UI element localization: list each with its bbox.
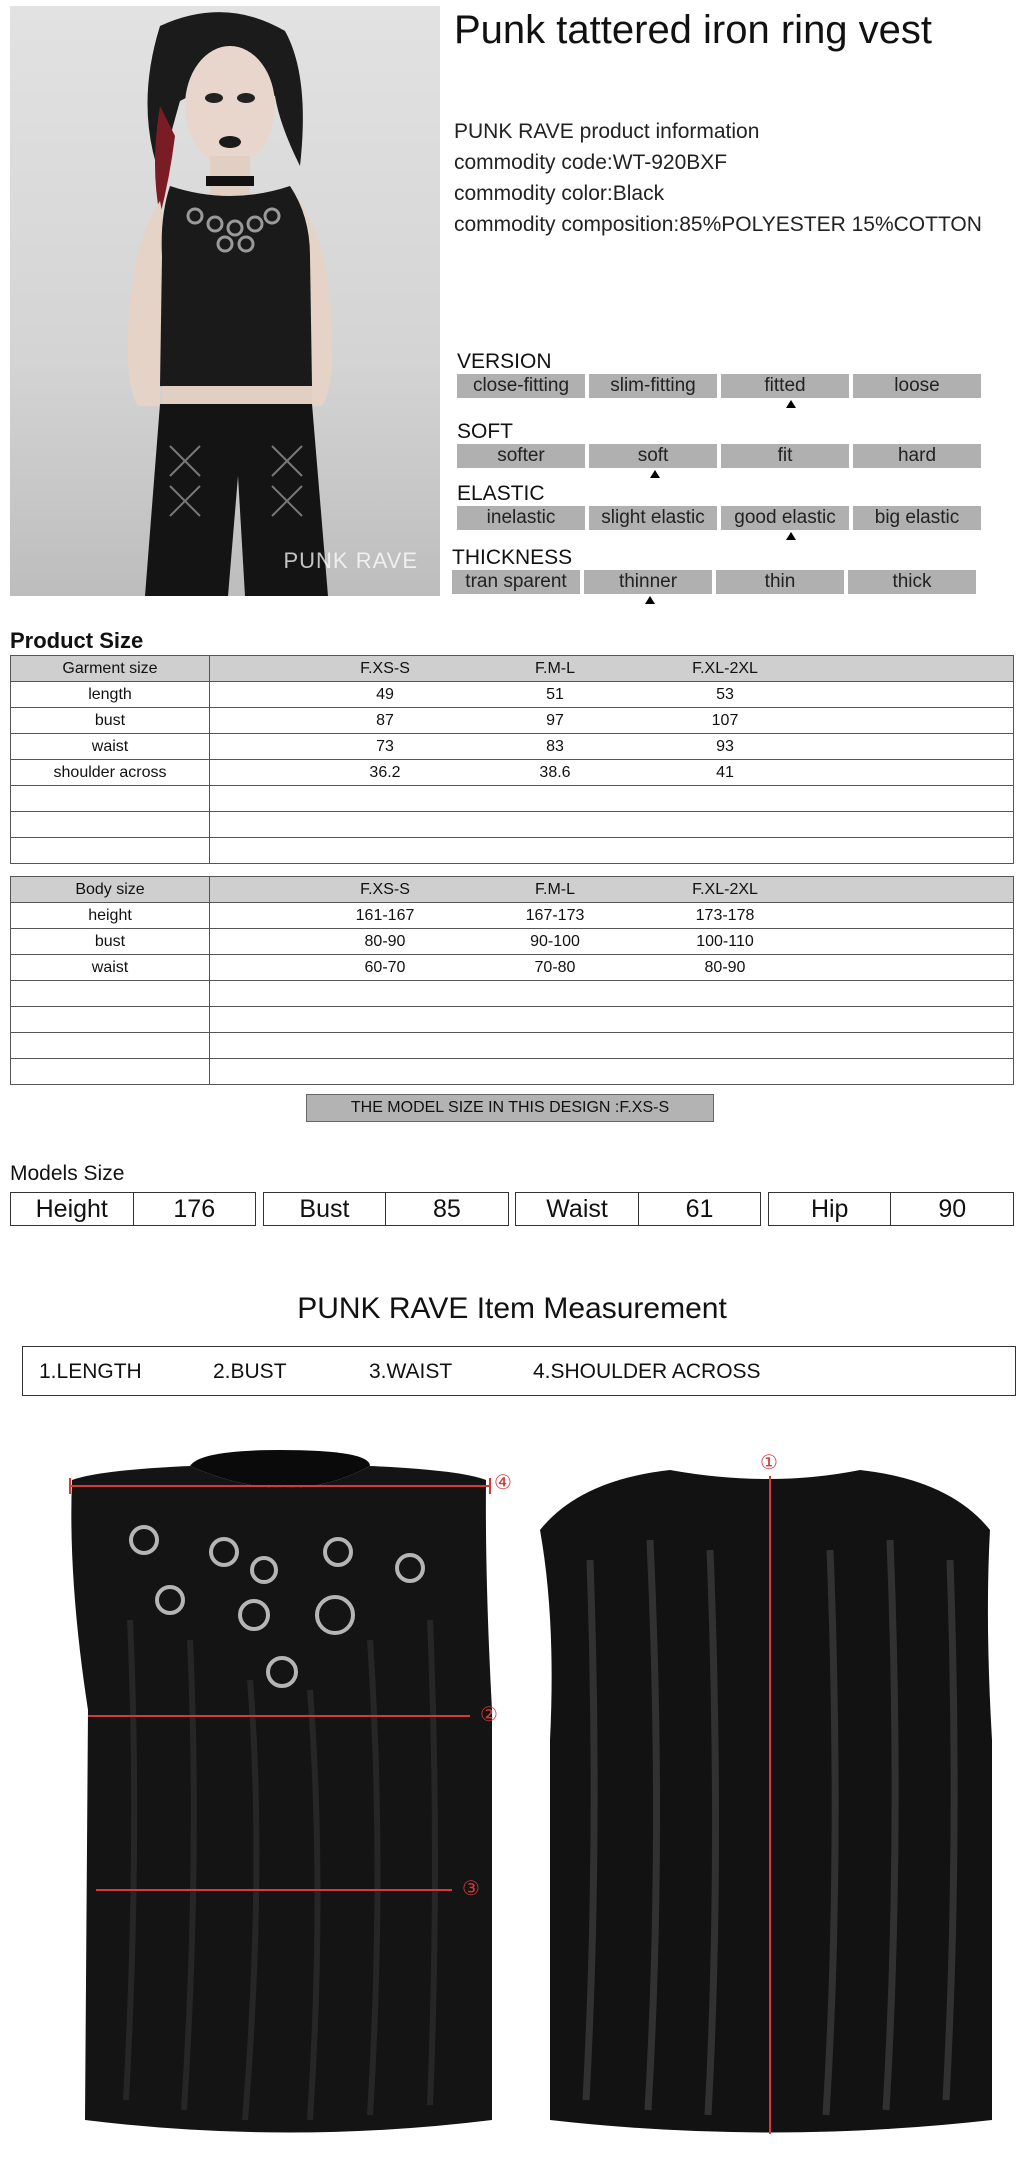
- marker-1-icon: ①: [760, 1452, 778, 1474]
- model-waist: Waist 61: [515, 1192, 761, 1226]
- table-cell: 36.2: [369, 763, 401, 781]
- table-cell: 53: [716, 685, 734, 703]
- table-row: [11, 812, 1014, 838]
- attr-label: THICKNESS: [452, 546, 573, 569]
- scale-option: inelastic: [457, 506, 585, 530]
- table-header: [11, 877, 1014, 903]
- header-cell: F.XL-2XL: [692, 659, 758, 677]
- scale-option: hard: [853, 444, 981, 468]
- scale-option: close-fitting: [457, 374, 585, 398]
- row-label: height: [11, 903, 210, 929]
- scale-option: slim-fitting: [589, 374, 717, 398]
- attribute-soft: [457, 420, 981, 478]
- table-row: [11, 1007, 1014, 1033]
- table-cell: 73: [376, 737, 394, 755]
- header-cell: F.XS-S: [360, 880, 410, 898]
- table-cell: 70-80: [534, 958, 576, 976]
- table-cell: 38.6: [539, 763, 571, 781]
- table-cell: 41: [716, 763, 734, 781]
- row-label: shoulder across: [11, 760, 210, 786]
- table-cell: 80-90: [704, 958, 746, 976]
- row-label: waist: [11, 955, 210, 981]
- model-size-note: THE MODEL SIZE IN THIS DESIGN :F.XS-S: [306, 1094, 714, 1122]
- garment-back: [530, 1440, 1010, 2160]
- legend-bust: 2.BUST: [213, 1360, 287, 1383]
- attr-label: ELASTIC: [457, 482, 545, 505]
- scale-option: thinner: [584, 570, 712, 594]
- measurement-title: PUNK RAVE Item Measurement: [297, 1292, 727, 1325]
- models-size-title: Models Size: [10, 1162, 125, 1185]
- table-cell: 100-110: [696, 932, 754, 950]
- attribute-version: [457, 350, 981, 408]
- table-row: [11, 981, 1014, 1007]
- product-photo: [10, 6, 440, 596]
- table-row: [11, 929, 1014, 955]
- marker-3-icon: ③: [462, 1878, 480, 1900]
- body-size-table: [10, 876, 1014, 1085]
- table-row: [11, 734, 1014, 760]
- table-cell: 97: [546, 711, 564, 729]
- scale-option: fitted: [721, 374, 849, 398]
- selected-marker: [786, 532, 796, 540]
- scale-option: soft: [589, 444, 717, 468]
- product-info: [454, 116, 982, 240]
- models-size-row: [10, 1192, 1014, 1226]
- commodity-code: commodity code:WT-920BXF: [454, 151, 728, 174]
- header-cell: F.XL-2XL: [692, 880, 758, 898]
- attr-scale: [452, 570, 976, 594]
- table-cell: 173-178: [695, 906, 755, 924]
- scale-option: good elastic: [721, 506, 849, 530]
- table-cell: 87: [376, 711, 394, 729]
- commodity-composition: commodity composition:85%POLYESTER 15%COTTON: [454, 213, 982, 236]
- table-cell: 80-90: [364, 932, 406, 950]
- table-cell: 161-167: [355, 906, 415, 924]
- table-cell: 93: [716, 737, 734, 755]
- selected-marker: [786, 400, 796, 408]
- table-row: [11, 1033, 1014, 1059]
- table-cell: 90-100: [530, 932, 580, 950]
- header-cell: F.M-L: [535, 659, 575, 677]
- scale-option: thick: [848, 570, 976, 594]
- row-label: length: [11, 682, 210, 708]
- selected-marker: [645, 596, 655, 604]
- table-cell: 167-173: [525, 906, 585, 924]
- attr-label: VERSION: [457, 350, 552, 373]
- table-row: [11, 955, 1014, 981]
- row-label: bust: [11, 708, 210, 734]
- watermark: PUNK RAVE: [283, 548, 418, 573]
- legend-waist: 3.WAIST: [369, 1360, 453, 1383]
- header-cell: F.M-L: [535, 880, 575, 898]
- commodity-color: commodity color:Black: [454, 182, 665, 205]
- garment-size-table: [10, 655, 1014, 864]
- attr-scale: [457, 374, 981, 398]
- legend-length: 1.LENGTH: [39, 1360, 142, 1383]
- header-cell: Garment size: [11, 656, 210, 682]
- scale-option: softer: [457, 444, 585, 468]
- attribute-elastic: [457, 482, 981, 540]
- row-label: waist: [11, 734, 210, 760]
- selected-marker: [650, 470, 660, 478]
- legend-shoulder: 4.SHOULDER ACROSS: [533, 1360, 761, 1383]
- model-hip: Hip 90: [768, 1192, 1014, 1226]
- scale-option: thin: [716, 570, 844, 594]
- attribute-thickness: [452, 546, 976, 604]
- scale-option: fit: [721, 444, 849, 468]
- attr-scale: [457, 506, 981, 530]
- table-cell: 60-70: [364, 958, 406, 976]
- scale-option: tran sparent: [452, 570, 580, 594]
- marker-2-icon: ②: [480, 1704, 498, 1726]
- attr-scale: [457, 444, 981, 468]
- table-cell: 49: [376, 685, 394, 703]
- model-bust: Bust 85: [263, 1192, 509, 1226]
- table-cell: 83: [546, 737, 564, 755]
- table-row: [11, 1059, 1014, 1085]
- measurement-legend: [22, 1346, 1016, 1396]
- scale-option: loose: [853, 374, 981, 398]
- table-cell: 107: [711, 711, 739, 729]
- table-row: [11, 903, 1014, 929]
- brand-line: PUNK RAVE product information: [454, 120, 760, 143]
- product-title: Punk tattered iron ring vest: [454, 8, 933, 52]
- table-cell: 51: [546, 685, 564, 703]
- scale-option: slight elastic: [589, 506, 717, 530]
- table-row: [11, 760, 1014, 786]
- table-header: [11, 656, 1014, 682]
- row-label: bust: [11, 929, 210, 955]
- header-cell: Body size: [11, 877, 210, 903]
- model-height: Height 176: [10, 1192, 256, 1226]
- marker-4-icon: ④: [494, 1472, 512, 1494]
- garment-front: [40, 1440, 540, 2160]
- attr-label: SOFT: [457, 420, 513, 443]
- model-illustration: [10, 6, 440, 596]
- scale-option: big elastic: [853, 506, 981, 530]
- table-row: [11, 708, 1014, 734]
- header-cell: F.XS-S: [360, 659, 410, 677]
- table-row: [11, 838, 1014, 864]
- table-row: [11, 682, 1014, 708]
- product-size-title: Product Size: [10, 628, 144, 653]
- table-row: [11, 786, 1014, 812]
